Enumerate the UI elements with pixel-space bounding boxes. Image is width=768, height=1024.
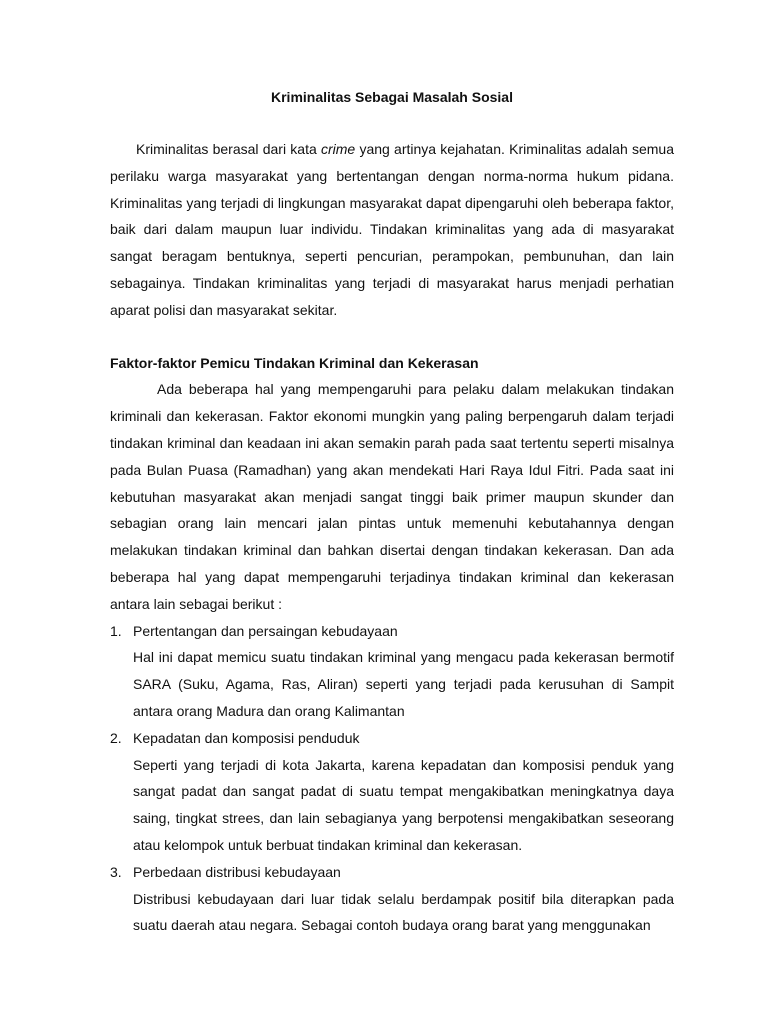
list-item bbox=[110, 725, 674, 859]
intro-paragraph bbox=[110, 136, 674, 324]
section-paragraph: Ada beberapa hal yang mempengaruhi para pelaku dalam melakukan tindakan kriminali dan kekerasan. Faktor ekonomi mungkin yang paling berpengaruh dalam terjadi tindakan kriminal dan keadaan ini akan semakin parah pada saat tertentu seperti misalnya pada Bulan Puasa (Ramadhan) yang akan mendekati Hari Raya Idul Fitri. Pada saat ini kebutuhan masyarakat akan menjadi sangat tinggi baik primer maupun skunder dan sebagian orang lain mencari jalan pintas untuk memenuhi kebutahannya dengan melakukan tindakan kriminal dan bahkan disertai dengan tindakan kekerasan. Dan ada beberapa hal yang dapat mempengaruhi terjadinya tindakan kriminal dan kekerasan antara lain sebagai berikut : bbox=[110, 381, 674, 612]
list-item-body: Hal ini dapat memicu suatu tindakan kriminal yang mengacu pada kekerasan bermotif SARA (Suku, Agama, Ras, Aliran) seperti yang terjadi pada kerusuhan di Sampit antara orang Madura dan orang Kalimantan bbox=[133, 649, 674, 719]
intro-text-start: Kriminalitas berasal dari kata bbox=[136, 141, 321, 157]
list-item bbox=[110, 618, 674, 725]
list-item-title: Perbedaan distribusi kebudayaan bbox=[133, 863, 341, 880]
list-item-number: 3. bbox=[110, 863, 122, 880]
list-item-body: Seperti yang terjadi di kota Jakarta, karena kepadatan dan komposisi penduk yang sangat padat dan sangat padat di suatu tempat mengakibatkan meningkatnya daya saing, tingkat strees, dan lain sebagianya yang berpotensi mengakibatkan seseorang atau kelompok untuk berbuat tindakan kriminal dan kekerasan. bbox=[133, 756, 674, 853]
document-title: Kriminalitas Sebagai Masalah Sosial bbox=[271, 89, 513, 105]
list-item-number: 1. bbox=[110, 622, 122, 639]
factor-list bbox=[110, 618, 674, 940]
intro-italic-term: crime bbox=[320, 141, 356, 157]
list-item-number: 2. bbox=[110, 729, 122, 746]
list-item-body: Distribusi kebudayaan dari luar tidak selalu berdampak positif bila diterapkan pada suatu daerah atau negara. Sebagai contoh budaya orang barat yang menggunakan bbox=[133, 890, 674, 934]
list-item-title: Kepadatan dan komposisi penduduk bbox=[133, 729, 360, 746]
section-heading: Faktor-faktor Pemicu Tindakan Kriminal dan Kekerasan bbox=[110, 354, 479, 371]
list-item-title: Pertentangan dan persaingan kebudayaan bbox=[133, 622, 398, 639]
intro-text-rest: yang artinya kejahatan. Kriminalitas adalah semua perilaku warga masyarakat yang bertentangan dengan norma-norma hukum pidana. Kriminalitas yang terjadi di lingkungan masyarakat dapat dipengaruhi oleh beberapa faktor, baik dari dalam maupun luar individu. Tindakan kriminalitas yang ada di masyarakat sangat beragam bentuknya, seperti pencurian, perampokan, pembunuhan, dan lain sebagainya. Tindakan kriminalitas yang terjadi di masyarakat harus menjadi perhatian aparat polisi dan masyarakat sekitar. bbox=[110, 141, 674, 318]
list-item bbox=[110, 859, 674, 939]
